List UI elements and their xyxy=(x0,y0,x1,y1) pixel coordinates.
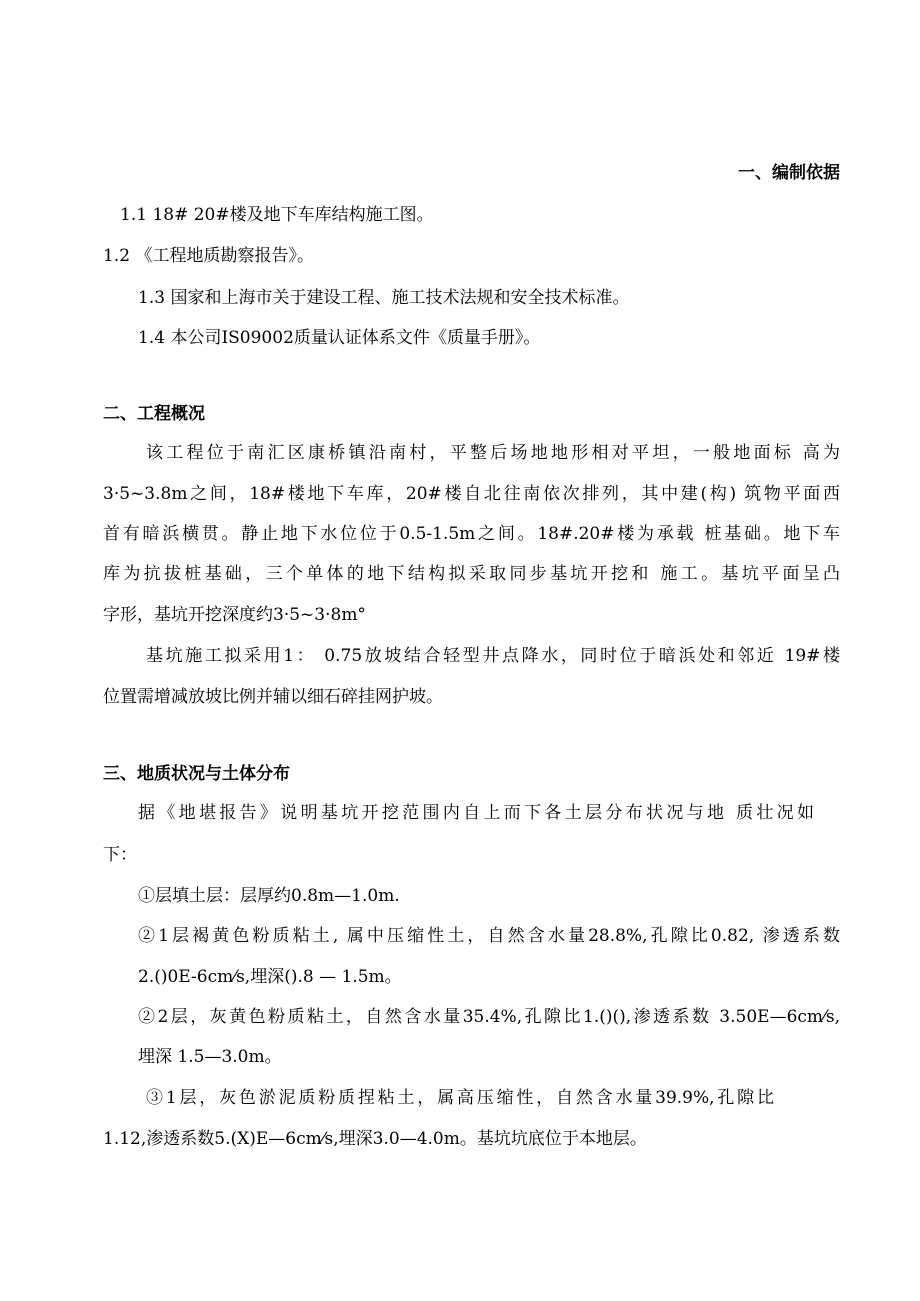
section-3-heading: 三、地质状况与土体分布 xyxy=(103,764,290,784)
overview-line: 字形，基坑开挖深度约3·5~3·8m° xyxy=(103,605,366,625)
section-1-heading: 一、编制依据 xyxy=(738,163,840,183)
basis-item: 1.2 《工程地质勘察报告》。 xyxy=(103,246,314,266)
geology-intro-line: 下： xyxy=(103,845,137,865)
overview-line: 位置需增减放坡比例并辅以细石碎挂网护坡。 xyxy=(103,687,443,707)
soil-layer-line: ②1层褐黄色粉质粘土, 属中压缩性土，自然含水量28.8%,孔隙比0.82, 渗透系数 xyxy=(138,926,840,946)
soil-layer-line: 埋深 1.5—3.0m。 xyxy=(138,1047,282,1067)
soil-layer-line: ③1层，灰色淤泥质粉质捏粘土，属高压缩性，自然含水量39.9%,孔隙比 xyxy=(146,1088,774,1108)
overview-line: 库为抗拔桩基础，三个单体的地下结构拟采取同步基坑开挖和 施工。基坑平面呈凸 xyxy=(103,564,840,584)
soil-layer-line: 1.12,渗透系数5.(X)E—6cm⁄s,埋深3.0—4.0m。基坑坑底位于本地层。 xyxy=(103,1129,647,1149)
basis-item: 1.1 18# 20#楼及地下车库结构施工图。 xyxy=(120,205,434,225)
overview-line: 基坑施工拟采用1： 0.75放坡结合轻型井点降水，同时位于暗浜处和邻近 19#楼 xyxy=(146,646,840,666)
overview-line: 该工程位于南汇区康桥镇沿南村，平整后场地地形相对平坦，一般地面标 高为 xyxy=(146,443,840,463)
overview-line: 首有暗浜横贯。静止地下水位位于0.5-1.5m之间。18#.20#楼为承载 桩基础。地下车 xyxy=(103,524,840,544)
overview-line: 3·5~3.8m之间，18#楼地下车库，20#楼自北往南依次排列，其中建(构) 筑物平面西 xyxy=(103,484,840,504)
basis-item: 1.4 本公司IS09002质量认证体系文件《质量手册》。 xyxy=(138,328,541,348)
soil-layer-line: ②2层，灰黄色粉质粘土，自然含水量35.4%,孔隙比1.()(),渗透系数 3.50E—6cm⁄s, xyxy=(138,1007,840,1027)
section-2-heading: 二、工程概况 xyxy=(103,404,205,424)
soil-layer-line: 2.()0E-6cm⁄s,埋深().8 — 1.5m。 xyxy=(138,967,402,987)
basis-item: 1.3 国家和上海市关于建设工程、施工技术法规和安全技术标准。 xyxy=(138,288,630,308)
soil-layer-line: ①层填土层：层厚约0.8m—1.0m. xyxy=(138,886,400,906)
geology-intro-line: 据《地堪报告》说明基坑开挖范围内自上而下各土层分布状况与地 质壮况如 xyxy=(138,803,814,823)
